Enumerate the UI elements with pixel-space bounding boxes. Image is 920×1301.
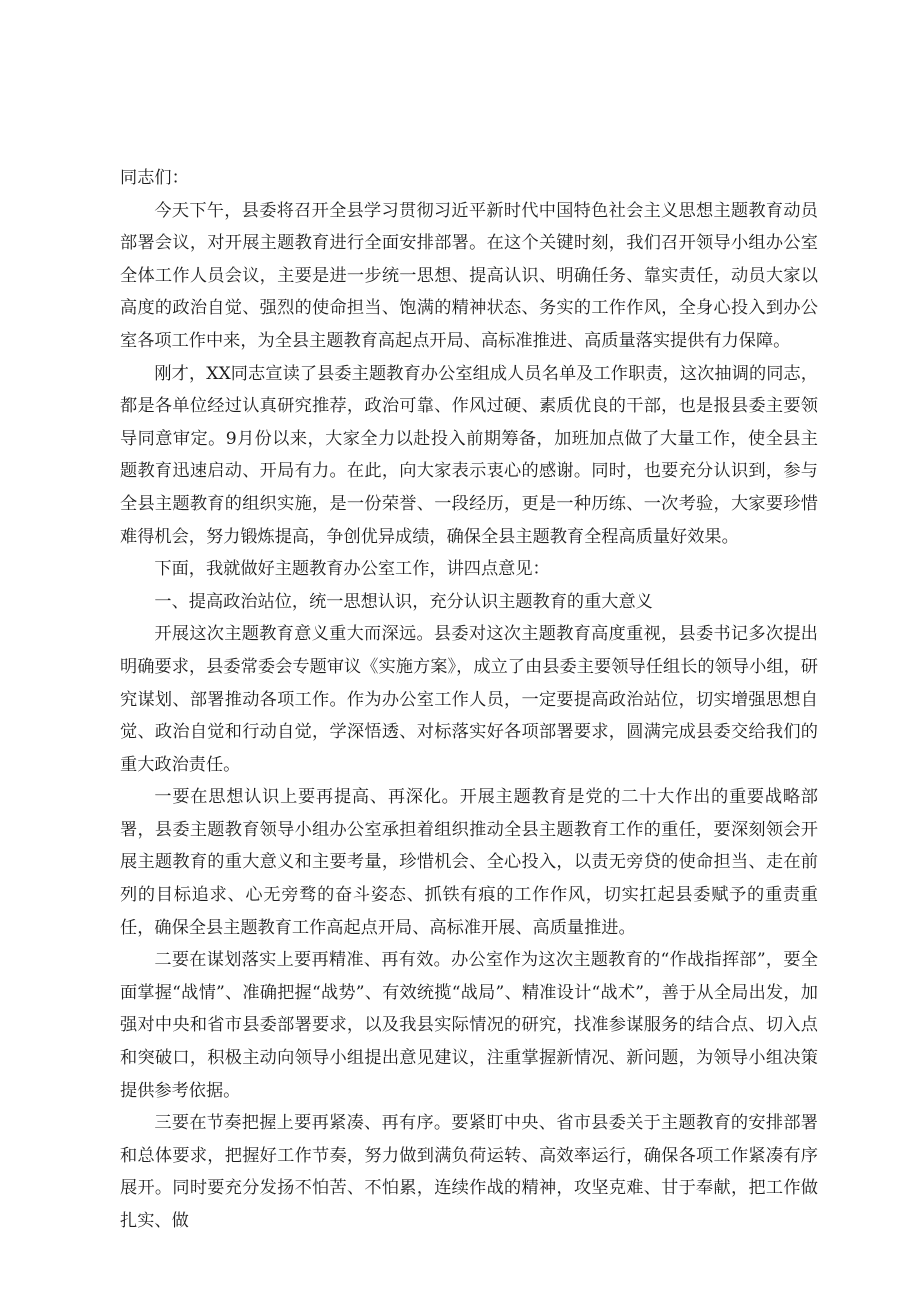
paragraph-acknowledgement: 刚才，XX同志宣读了县委主题教育办公室组成人员名单及工作职责，这次抽调的同志，都是各单位经过认真研究推荐，政治可靠、作风过硬、素质优良的干部，也是报县委主要领导同意审定。9月份以来，大家全力以赴投入前期筹备，加班加点做了大量工作，使全县主题教育迅速启动、开局有力。在此，向大家表示衷心的感谢。同时，也要充分认识到，参与全县主题教育的组织实施，是一份荣誉、一段经历，更是一种历练、一次考验，大家要珍惜难得机会，努力锻炼提高，争创优异成绩，确保全县主题教育全程高质量好效果。 <box>120 363 818 547</box>
paragraph-significance: 开展这次主题教育意义重大而深远。县委对这次主题教育高度重视，县委书记多次提出明确要求，县委常委会专题审议《实施方案》，成立了由县委主要领导任组长的领导小组，研究谋划、部署推动各项工作。作为办公室工作人员，一定要提高政治站位，切实增强思想自觉、政治自觉和行动自觉，学深悟透、对标落实好各项部署要求，圆满完成县委交给我们的重大政治责任。 <box>120 624 818 775</box>
paragraph-intro: 今天下午，县委将召开全县学习贯彻习近平新时代中国特色社会主义思想主题教育动员部署会议，对开展主题教育进行全面安排部署。在这个关键时刻，我们召开领导小组办公室全体工作人员会议，主要是进一步统一思想、提高认识、明确任务、靠实责任，动员大家以高度的政治自觉、强烈的使命担当、饱满的精神状态、务实的工作作风，全身心投入到办公室各项工作中来，为全县主题教育高起点开局、高标准推进、高质量落实提供有力保障。 <box>120 200 818 351</box>
document-body <box>120 162 818 1238</box>
paragraph-point-2: 二要在谋划落实上要再精准、再有效。办公室作为这次主题教育的“作战指挥部”，要全面掌握“战情”、准确把握“战势”、有效统揽“战局”、精准设计“战术”，善于从全局出发，加强对中央和省市县委部署要求，以及我县实际情况的研究，找准参谋服务的结合点、切入点和突破口，积极主动向领导小组提出意见建议，注重掌握新情况、新问题，为领导小组决策提供参考依据。 <box>120 950 818 1101</box>
paragraph-point-3: 三要在节奏把握上要再紧凑、再有序。要紧盯中央、省市县委关于主题教育的安排部署和总体要求，把握好工作节奏，努力做到满负荷运转、高效率运行，确保各项工作紧凑有序展开。同时要充分发扬不怕苦、不怕累，连续作战的精神，攻坚克难、甘于奉献，把工作做扎实、做 <box>120 1113 818 1231</box>
salutation: 同志们： <box>120 168 189 188</box>
paragraph-point-1: 一要在思想认识上要再提高、再深化。开展主题教育是党的二十大作出的重要战略部署，县委主题教育领导小组办公室承担着组织推动全县主题教育工作的重任，要深刻领会开展主题教育的重大意义和主要考量，珍惜机会、全心投入，以责无旁贷的使命担当、走在前列的目标追求、心无旁骛的奋斗姿态、抓铁有痕的工作作风，切实扛起县委赋予的重责重任，确保全县主题教育工作高起点开局、高标准开展、高质量推进。 <box>120 787 818 938</box>
section-heading-1: 一、提高政治站位，统一思想认识，充分认识主题教育的重大意义 <box>154 591 653 612</box>
paragraph-outline: 下面，我就做好主题教育办公室工作，讲四点意见： <box>154 559 550 580</box>
